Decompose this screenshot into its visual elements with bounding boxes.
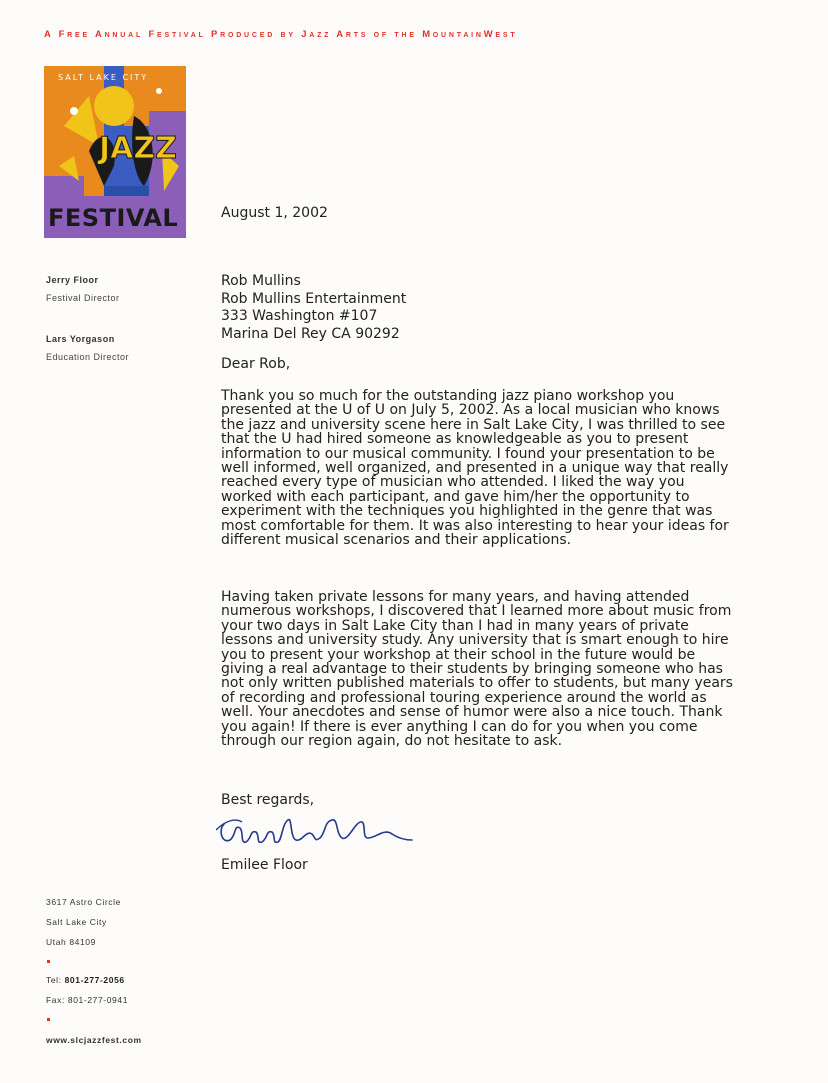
paragraph-line: presented at the U of U on July 5, 2002. As a local musician who knows: [221, 402, 720, 419]
staff-listing-2: [46, 334, 129, 362]
salutation: Dear Rob,: [221, 356, 291, 372]
paragraph-line: well. Your anecdotes and sense of humor were also a nice touch. Thank: [221, 704, 723, 721]
address-line: Marina Del Rey CA 90292: [221, 325, 400, 342]
paragraph-line: reached every type of musician who attended. I liked the way you: [221, 474, 685, 491]
paragraph-line: giving a real advantage to their students by bringing someone who has: [221, 661, 723, 678]
address-line: Rob Mullins: [221, 273, 301, 289]
body-paragraph-1: [221, 389, 781, 547]
paragraph-line: Having taken private lessons for many years, and having attended: [221, 589, 690, 605]
tel-number[interactable]: 801-277-2056: [64, 975, 125, 985]
footer-state-zip: Utah 84109: [46, 937, 96, 947]
staff-role: Education Director: [46, 352, 130, 362]
address-line: Rob Mullins Entertainment: [221, 290, 407, 307]
logo-jazz-text: JAZZ: [99, 131, 177, 166]
paragraph-line: lessons and university study. Any university that is smart enough to hire: [221, 632, 729, 649]
paragraph-line: information to our musical community. I found your presentation to be: [221, 445, 715, 462]
jazz-festival-logo-art: [44, 66, 186, 238]
address-line: 333 Washington #107: [221, 308, 378, 324]
logo-festival-text: FESTIVAL: [48, 204, 179, 232]
fax-number: 801-277-0941: [67, 995, 129, 1005]
website-link[interactable]: www.slcjazzfest.com: [46, 1035, 142, 1045]
paragraph-line: you to present your workshop at their school in the future would be: [221, 646, 696, 663]
staff-role: Festival Director: [46, 293, 120, 303]
red-bullet: [47, 1018, 50, 1021]
closing: Best regards,: [221, 792, 315, 808]
footer-street: 3617 Astro Circle: [46, 897, 121, 907]
paragraph-line: Thank you so much for the outstanding jazz piano workshop you: [221, 388, 675, 404]
letter-date: August 1, 2002: [221, 205, 328, 221]
logo-top-text: SALT LAKE CITY: [58, 73, 149, 82]
paragraph-line: of recording and professional touring experience around the world as: [221, 689, 707, 706]
paragraph-line: experiment with the techniques you highlighted in the genre that was: [221, 503, 713, 520]
staff-name: Lars Yorgason: [46, 334, 115, 344]
paragraph-line: numerous workshops, I discovered that I learned more about music from: [221, 603, 732, 620]
paragraph-line: most comfortable for them. It was also interesting to hear your ideas for: [221, 517, 729, 534]
body-paragraph-2: [221, 590, 781, 748]
fax-label: Fax:: [46, 995, 65, 1005]
signer-name: Emilee Floor: [221, 857, 308, 873]
footer-tel: [46, 975, 125, 985]
staff-listing-1: [46, 275, 120, 303]
paragraph-line: not only written published materials to offer to students, but many years: [221, 675, 733, 692]
paragraph-line: you again! If there is ever anything I can do for you when you come: [221, 718, 698, 735]
paragraph-line: worked with each participant, and gave him/her the opportunity to: [221, 488, 690, 505]
header-tagline: A Free Annual Festival Produced by Jazz Arts of the MountainWest: [44, 28, 518, 39]
tel-label: Tel:: [46, 975, 62, 985]
paragraph-line: the jazz and university scene here in Salt Lake City, I was thrilled to see: [221, 416, 726, 433]
staff-name: Jerry Floor: [46, 275, 99, 285]
festival-logo: [44, 66, 186, 238]
paragraph-line: well informed, well organized, and presented in a unique way that really: [221, 460, 729, 477]
paragraph-line: through our region again, do not hesitate to ask.: [221, 733, 563, 750]
red-bullet: [47, 960, 50, 963]
paragraph-line: different musical scenarios and their applications.: [221, 532, 572, 549]
footer-city: Salt Lake City: [46, 917, 107, 927]
paragraph-line: that the U had hired someone as knowledgeable as you to present: [221, 431, 689, 448]
footer-fax: [46, 995, 128, 1005]
handwritten-signature: [216, 810, 416, 858]
paragraph-line: your two days in Salt Lake City than I had in many years of private: [221, 617, 689, 634]
recipient-address: [221, 273, 781, 343]
